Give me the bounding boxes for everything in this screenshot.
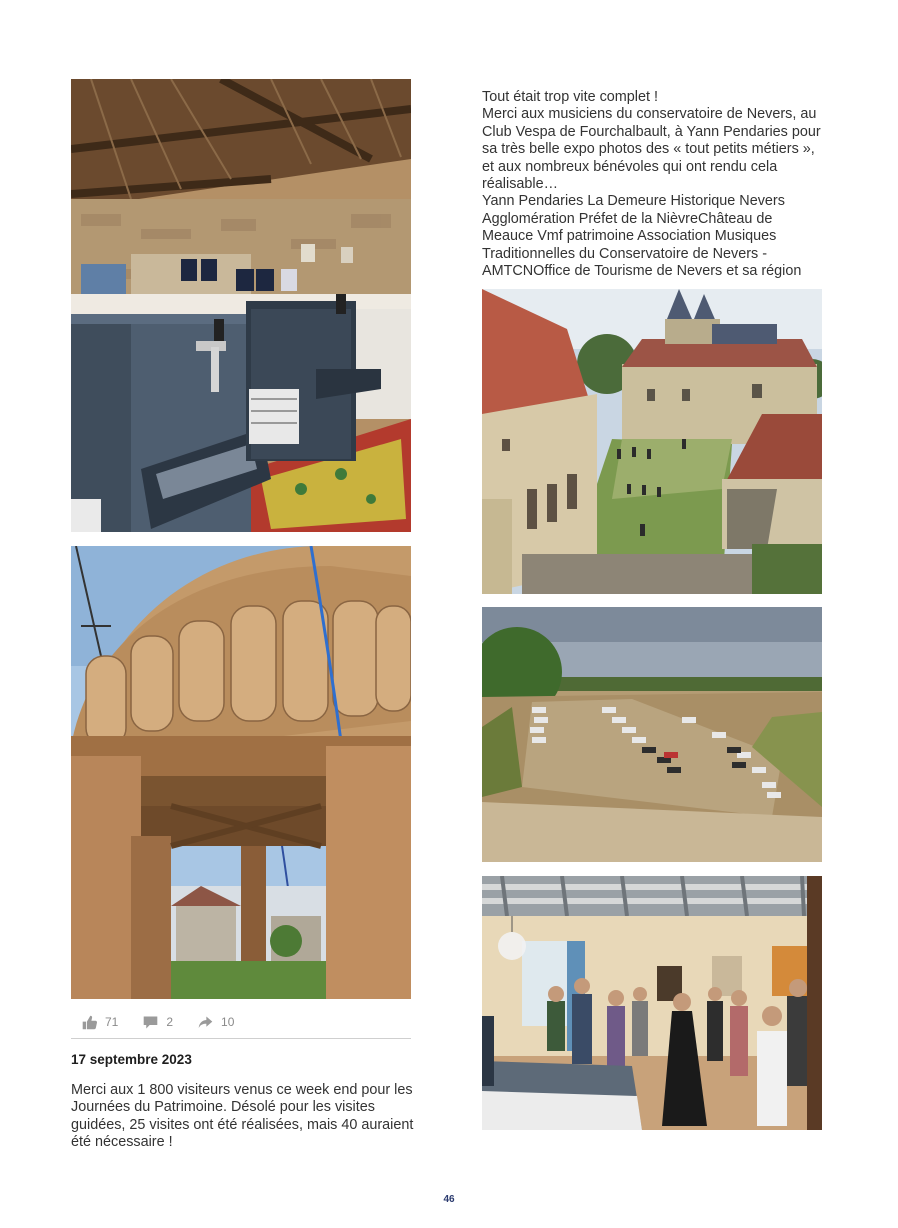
text-line: Merci aux musiciens du conservatoire de Nevers, au Club Vespa de Fourchalbault, à Yann Pendaries pour sa très belle expo photos des « tout petits métiers », et aux nombreux bénévoles qui ont rendu cela réalisable…: [482, 106, 821, 193]
like-count: 71: [105, 1015, 119, 1029]
photo-chateau-courtyard: [482, 289, 822, 594]
page-number: 46: [443, 1194, 455, 1205]
photo-car-parking: [482, 607, 822, 862]
share-reaction[interactable]: [197, 1014, 234, 1031]
text-line: Tout était trop vite complet !: [482, 89, 658, 105]
post-date: 17 septembre 2023: [71, 1052, 192, 1067]
post-text-top: [482, 89, 827, 280]
text-line: Yann Pendaries La Demeure Historique Nevers Agglomération Préfet de la NièvreChâteau de Meauce Vmf patrimoine Association Musiques Traditionnelles du Conservatoire de Nevers - AMTCNOffice de Tourisme de Nevers et sa région: [482, 193, 802, 280]
photo-guided-tour: [482, 876, 822, 1130]
post-text: Merci aux 1 800 visiteurs venus ce week end pour les Journées du Patrimoine. Désolé pour les visites guidées, 25 visites ont été réalisées, mais 40 auraient été nécessaire !: [71, 1082, 414, 1151]
comment-reaction[interactable]: [142, 1014, 173, 1031]
reaction-bar: [71, 1006, 411, 1039]
photo-wooden-roof: [71, 546, 411, 999]
share-icon: [197, 1014, 214, 1031]
like-reaction[interactable]: [81, 1014, 118, 1031]
thumbs-up-icon: [81, 1014, 98, 1031]
comment-count: 2: [166, 1015, 174, 1029]
comment-icon: [142, 1014, 159, 1031]
share-count: 10: [221, 1015, 235, 1029]
photo-beer-taps: [71, 79, 411, 532]
